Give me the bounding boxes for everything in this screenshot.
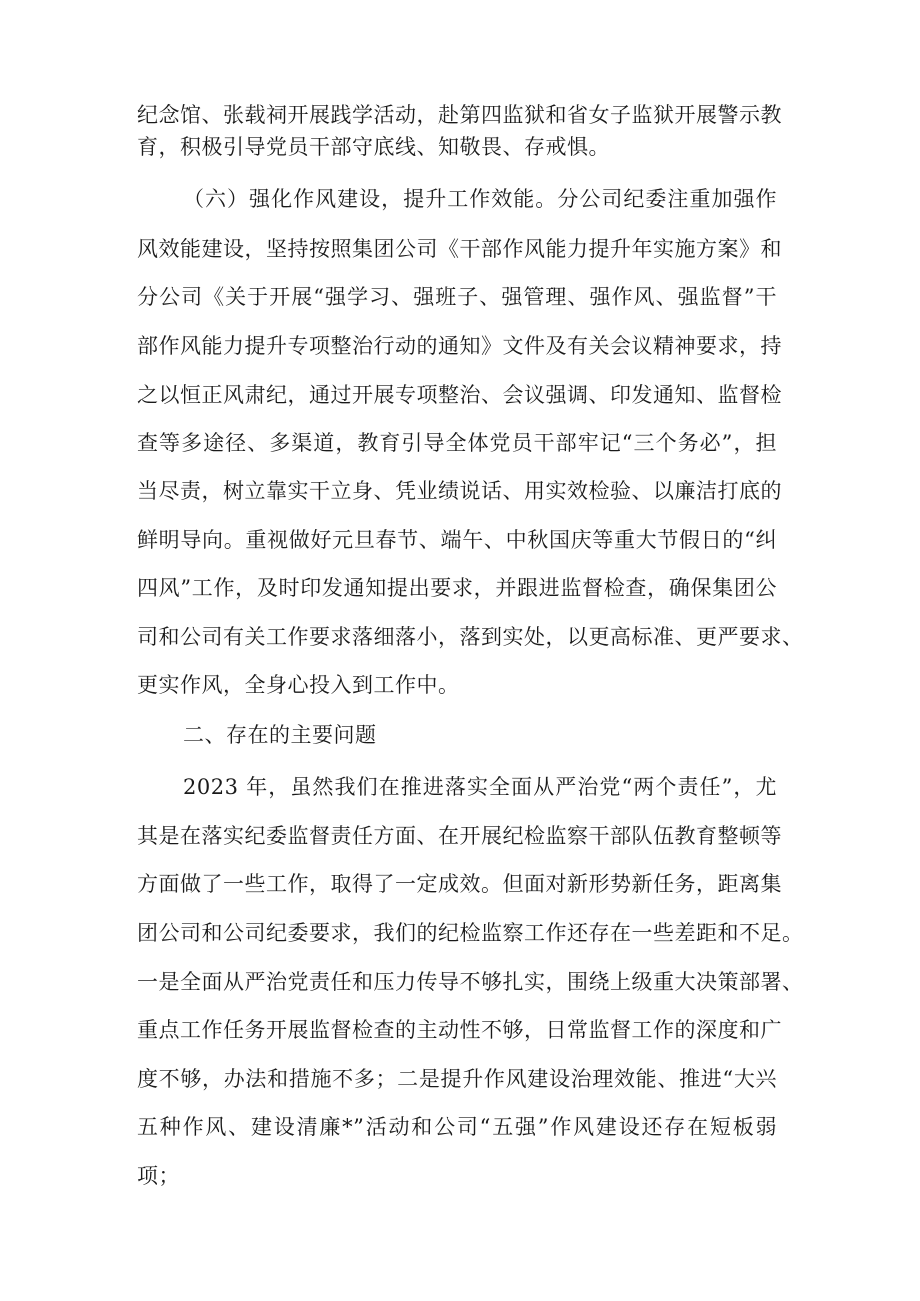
paragraph-line: 一是全面从严治党责任和压力传导不够扎实，围绕上级重大决策部署、 <box>137 970 804 994</box>
paragraph-line: 之以恒正风肃纪，通过开展专项整治、会议强调、印发通知、监督检 <box>137 383 782 407</box>
section-six-heading-line: （六）强化作风建设，提升工作效能。分公司纪委注重加强作 <box>183 187 777 211</box>
paragraph-line: 当尽责，树立靠实干立身、凭业绩说话、用实效检验、以廉洁打底的 <box>137 479 782 503</box>
paragraph-line: 风效能建设，坚持按照集团公司《干部作风能力提升年实施方案》和 <box>137 237 782 261</box>
paragraph-line: 分公司《关于开展“强学习、强班子、强管理、强作风、强监督”干 <box>137 285 777 309</box>
paragraph-line: 更实作风，全身心投入到工作中。 <box>137 673 460 697</box>
paragraph-line: 团公司和公司纪委要求，我们的纪检监察工作还存在一些差距和不足。 <box>137 921 804 945</box>
paragraph-line: 鲜明导向。重视做好元旦春节、端午、中秋国庆等重大节假日的“纠 <box>137 528 777 552</box>
paragraph-line: 项； <box>137 1164 180 1188</box>
paragraph-line: 司和公司有关工作要求落细落小，落到实处，以更高标准、更严要求、 <box>137 625 804 649</box>
paragraph-line: 重点工作任务开展监督检查的主动性不够，日常监督工作的深度和广 <box>137 1018 782 1042</box>
paragraph-line: 查等多途径、多渠道，教育引导全体党员干部牢记“三个务必”，担 <box>137 431 777 455</box>
paragraph-line: 方面做了一些工作，取得了一定成效。但面对新形势新任务，距离集 <box>137 872 782 896</box>
section-heading: 二、存在的主要问题 <box>183 723 377 747</box>
paragraph-line: 2023 年，虽然我们在推进落实全面从严治党“两个责任”，尤 <box>183 775 777 799</box>
paragraph-line: 部作风能力提升专项整治行动的通知》文件及有关会议精神要求，持 <box>137 334 782 358</box>
paragraph-line: 育，积极引导党员干部守底线、知敬畏、存戒惧。 <box>137 135 610 159</box>
paragraph-line: 其是在落实纪委监督责任方面、在开展纪检监察干部队伍教育整顿等 <box>137 824 782 848</box>
paragraph-line: 纪念馆、张载祠开展践学活动，赴第四监狱和省女子监狱开展警示教 <box>137 103 782 127</box>
paragraph-line: 五种作风、建设清廉*”活动和公司“五强”作风建设还存在短板弱 <box>137 1115 777 1139</box>
paragraph-line: 度不够，办法和措施不多；二是提升作风建设治理效能、推进“大兴 <box>137 1067 777 1091</box>
paragraph-line: 四风”工作，及时印发通知提出要求，并跟进监督检查，确保集团公 <box>137 576 777 600</box>
